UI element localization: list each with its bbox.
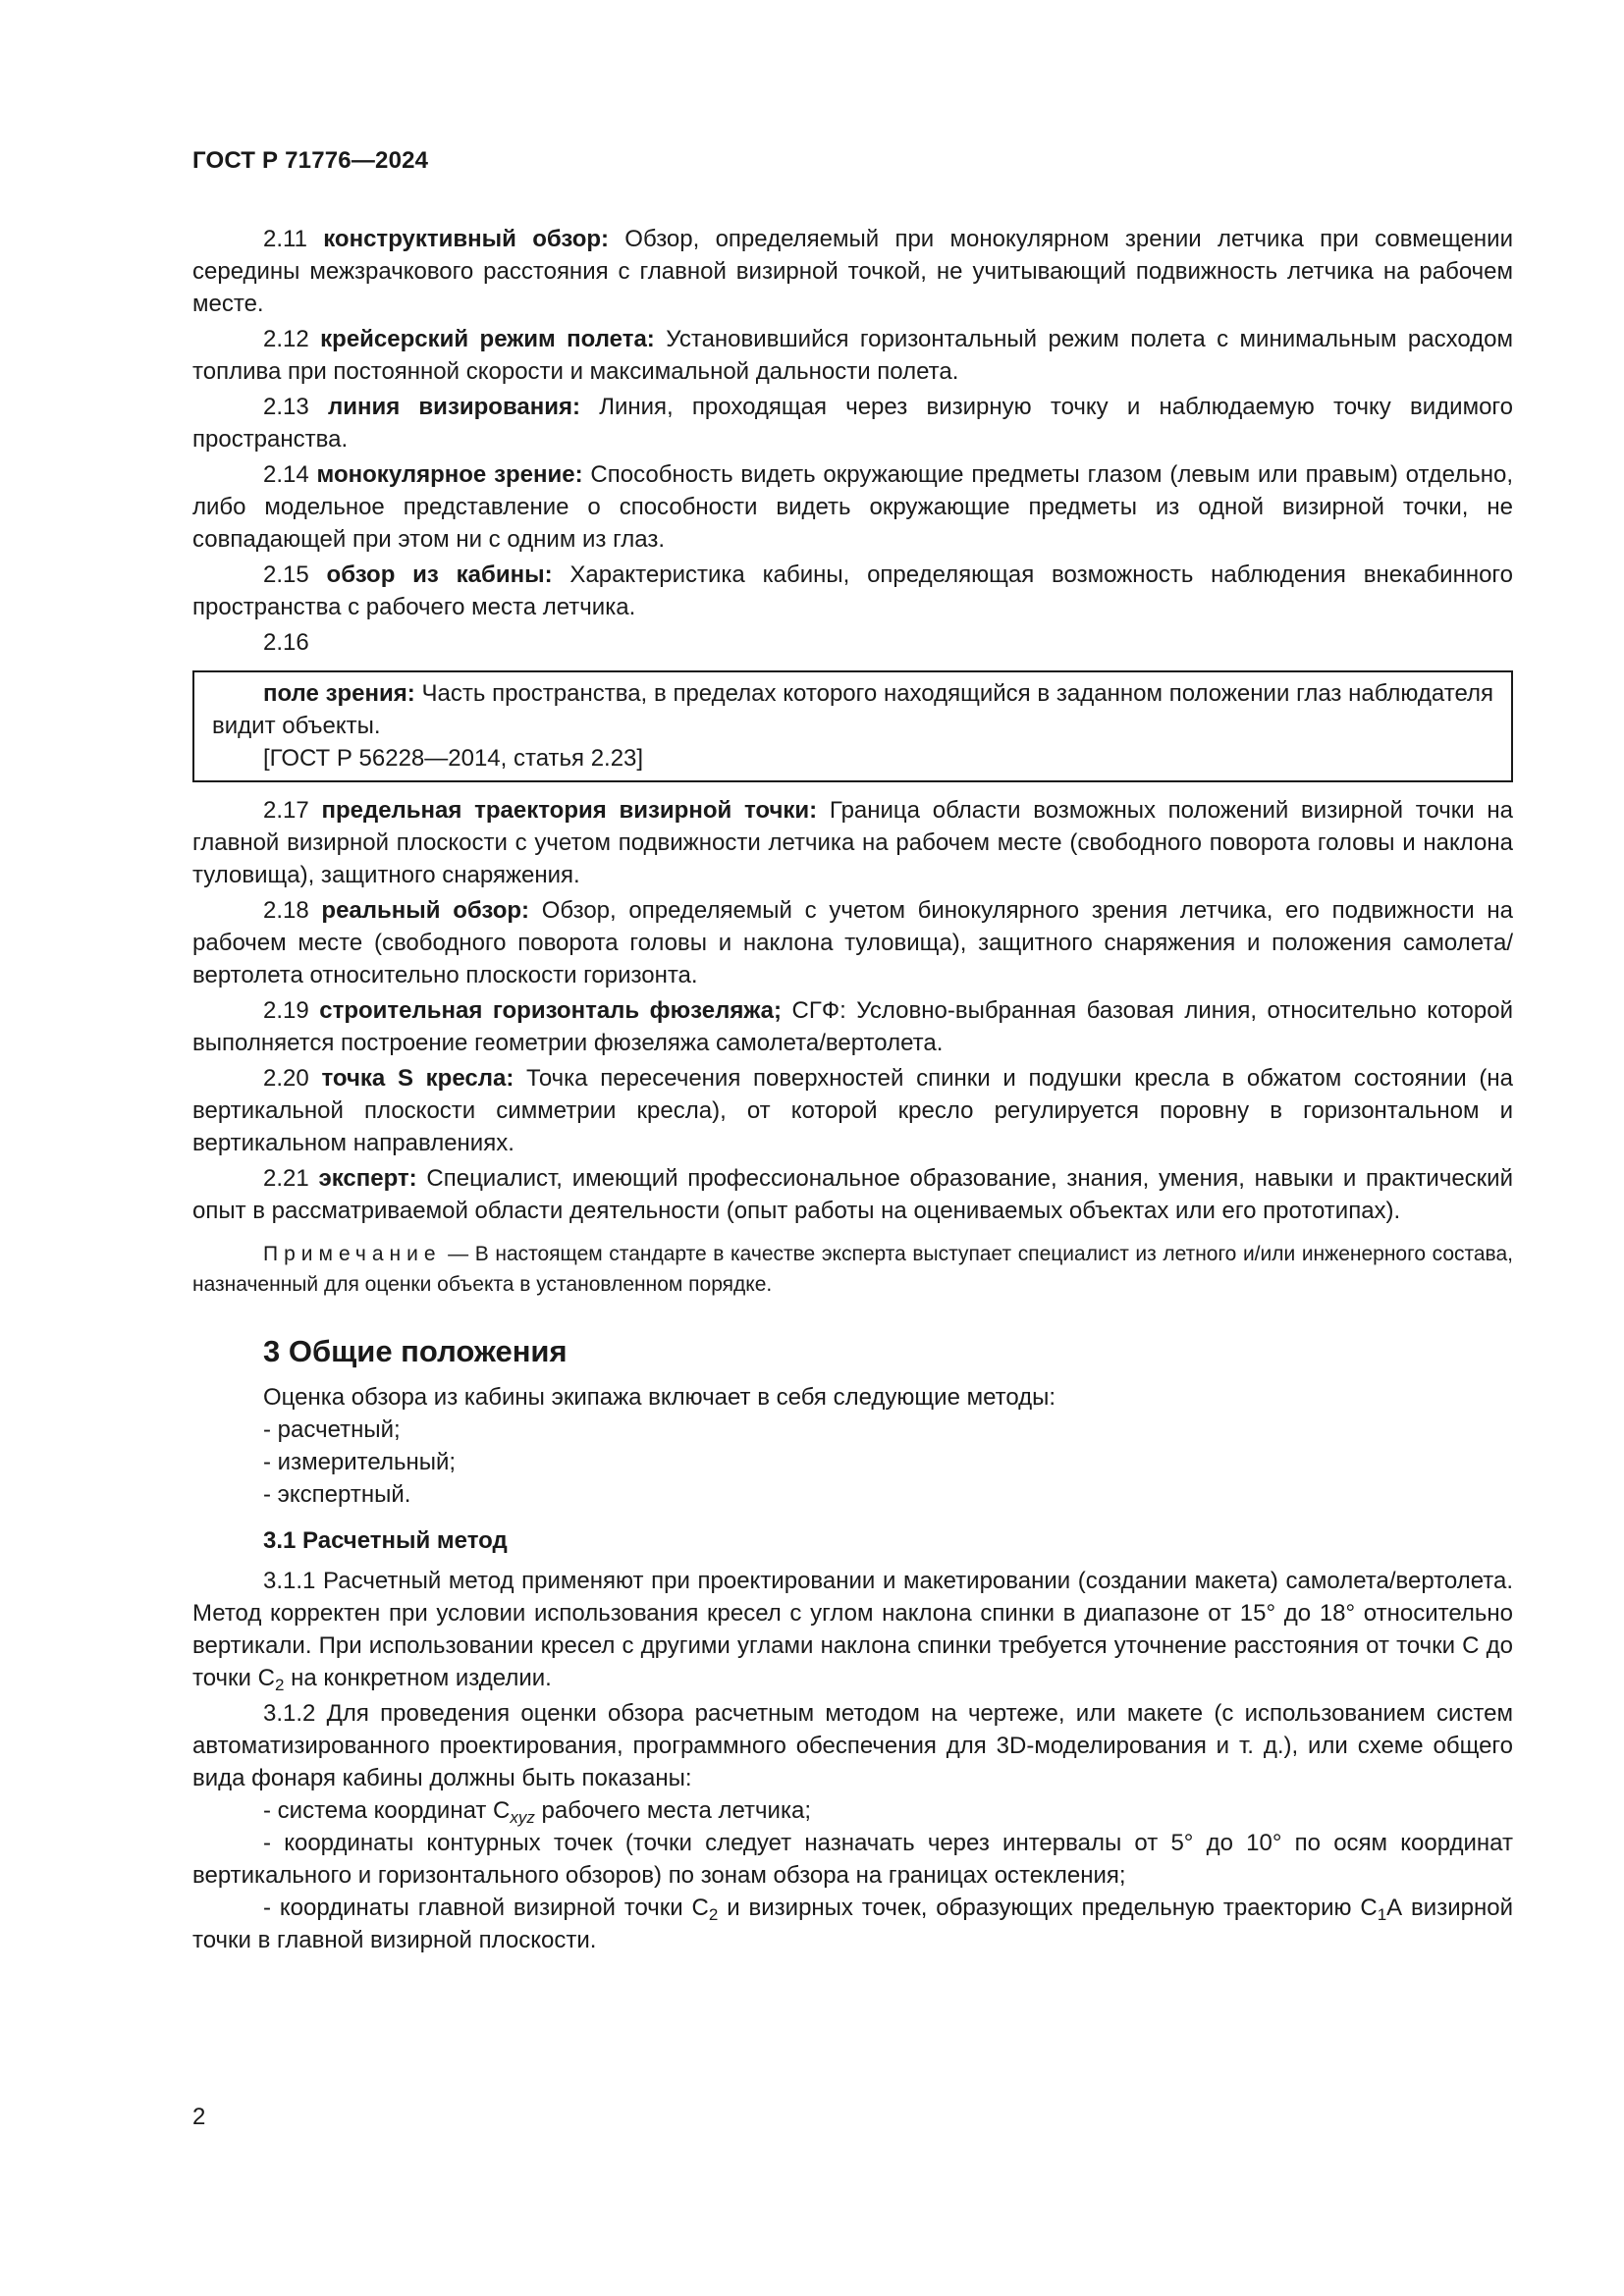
def-term: конструктивный обзор:: [323, 226, 610, 252]
def-term: эксперт:: [318, 1165, 417, 1192]
def-number: 2.14: [263, 461, 309, 488]
definition-2-13: [192, 391, 1513, 455]
definition-source: [ГОСТ Р 56228—2014, статья 2.23]: [263, 745, 644, 772]
def-number: 2.18: [263, 897, 309, 924]
section-heading: 3 Общие положения: [263, 1334, 568, 1368]
def-text: Обзор, определяемый с учетом бинокулярного зрения летчика, его подвижности на рабочем месте (свободного поворота головы и наклона туловища), защитного снаряжения и положения самолета/вертолета относительно плоскости горизонта.: [192, 897, 1513, 988]
method-item: - экспертный.: [263, 1481, 411, 1508]
definition-2-21: [192, 1162, 1513, 1227]
list-item: [192, 1892, 1513, 1956]
def-term: линия визирования:: [327, 394, 580, 420]
def-number: 2.15: [263, 561, 309, 588]
def-text: СГФ: Условно-выбранная базовая линия, относительно которой выполняется построение геометрии фюзеляжа самолета/вертолета.: [192, 997, 1513, 1056]
definition-2-16-number: 2.16: [263, 629, 309, 656]
definition-2-17: [192, 794, 1513, 891]
definition-2-15: [192, 559, 1513, 623]
def-term: реальный обзор:: [321, 897, 530, 924]
def-text: Установившийся горизонтальный режим полета с минимальным расходом топлива при постоянной скорости и максимальной дальности полета.: [192, 326, 1513, 385]
paragraph-3-1-2: 3.1.2 Для проведения оценки обзора расчетным методом на чертеже, или макете (с использованием систем автоматизированного проектирования, программного обеспечения для 3D-моделирования и т. д.), или схеме общего вида фонаря кабины должны быть показаны:: [192, 1700, 1513, 1791]
document-body: [192, 223, 1513, 1956]
def-term: монокулярное зрение:: [316, 461, 583, 488]
definition-2-12: [192, 323, 1513, 388]
def-number: 2.19: [263, 997, 309, 1024]
def-number: 2.17: [263, 797, 309, 824]
b3-text: - координаты главной визирной точки С: [263, 1895, 709, 1921]
section-intro: Оценка обзора из кабины экипажа включает в себя следующие методы:: [263, 1384, 1056, 1411]
def-text: Способность видеть окружающие предметы глазом (левым или правым) отдельно, либо модельное представление о способности видеть окружающие предметы из одной визирной точки, не совпадающей при этом ни с одним из глаз.: [192, 461, 1513, 553]
def-text: Граница области возможных положений визирной точки на главной визирной плоскости с учетом подвижности летчика на рабочем месте (свободного поворота головы и наклона туловища), защитного снаряжения.: [192, 797, 1513, 888]
definition-2-16: [212, 677, 1493, 742]
def-number: 2.20: [263, 1065, 309, 1092]
definition-2-14: [192, 458, 1513, 556]
p311-text: 3.1.1 Расчетный метод применяют при проектировании и макетировании (создании макета) самолета/вертолета. Метод корректен при условии использования кресел с углом наклона спинки в диапазоне от 15° до 18° относительно вертикали. При использовании кресел с другими углами наклона спинки требуется уточнение расстояния от точки С до точки С: [192, 1568, 1513, 1691]
def-number: 2.13: [263, 394, 309, 420]
subscript: 2: [274, 1676, 285, 1694]
definition-2-11: [192, 223, 1513, 320]
def-term: обзор из кабины:: [326, 561, 553, 588]
def-text: Точка пересечения поверхностей спинки и подушки кресла в обжатом состоянии (на вертикальной плоскости симметрии кресла), от которой кресло регулируется поровну в горизонтальном и вертикальном направлениях.: [192, 1065, 1513, 1156]
subscript: 1: [1377, 1905, 1387, 1924]
subscript: 2: [708, 1905, 719, 1924]
quoted-definition-box: [192, 670, 1513, 782]
page-number: 2: [192, 2104, 206, 2130]
def-number: 2.12: [263, 326, 309, 352]
b1-text: - система координат С: [263, 1797, 511, 1824]
page-header: ГОСТ Р 71776—2024: [192, 147, 429, 174]
note: [192, 1239, 1513, 1300]
definition-2-18: [192, 894, 1513, 991]
def-number: 2.21: [263, 1165, 309, 1192]
method-item: - измерительный;: [263, 1449, 457, 1475]
def-term: предельная траектория визирной точки:: [321, 797, 818, 824]
subscript: xyz: [510, 1808, 535, 1827]
def-term: крейсерский режим полета:: [320, 326, 655, 352]
subsection-heading: 3.1 Расчетный метод: [263, 1527, 508, 1554]
definition-2-19: [192, 994, 1513, 1059]
b1-end: рабочего места летчика;: [534, 1797, 811, 1824]
paragraph-3-1-1: [192, 1565, 1513, 1694]
def-number: 2.11: [263, 226, 307, 252]
def-text: Линия, проходящая через визирную точку и наблюдаемую точку видимого пространства.: [192, 394, 1513, 453]
method-item: - расчетный;: [263, 1416, 401, 1443]
p311-end: на конкретном изделии.: [284, 1665, 552, 1691]
def-text: Специалист, имеющий профессиональное образование, знания, умения, навыки и практический опыт в рассматриваемой области деятельности (опыт работы на оцениваемых объектах или его прототипах).: [192, 1165, 1513, 1224]
def-text: Характеристика кабины, определяющая возможность наблюдения внекабинного пространства с рабочего места летчика.: [192, 561, 1514, 620]
definition-2-20: [192, 1062, 1513, 1159]
def-term: поле зрения:: [263, 680, 415, 707]
b3-mid: и визирных точек, образующих предельную траекторию С: [718, 1895, 1378, 1921]
note-label: Примечание: [263, 1243, 442, 1265]
list-item: [192, 1794, 1513, 1827]
def-term: точка S кресла:: [321, 1065, 514, 1092]
list-item: - координаты контурных точек (точки следует назначать через интервалы от 5° до 10° по осям координат вертикального и горизонтального обзоров) по зонам обзора на границах остекления;: [192, 1830, 1513, 1889]
def-text: Часть пространства, в пределах которого находящийся в заданном положении глаз наблюдателя видит объекты.: [212, 680, 1493, 739]
b3-end: А визирной точки в главной визирной плоскости.: [192, 1895, 1513, 1953]
def-text: Обзор, определяемый при монокулярном зрении летчика при совмещении середины межзрачкового расстояния с главной визирной точкой, не учитывающий подвижность летчика на рабочем месте.: [192, 226, 1513, 317]
note-text: — В настоящем стандарте в качестве эксперта выступает специалист из летного и/или инженерного состава, назначенный для оценки объекта в установленном порядке.: [192, 1243, 1513, 1296]
def-term: строительная горизонталь фюзеляжа;: [319, 997, 783, 1024]
